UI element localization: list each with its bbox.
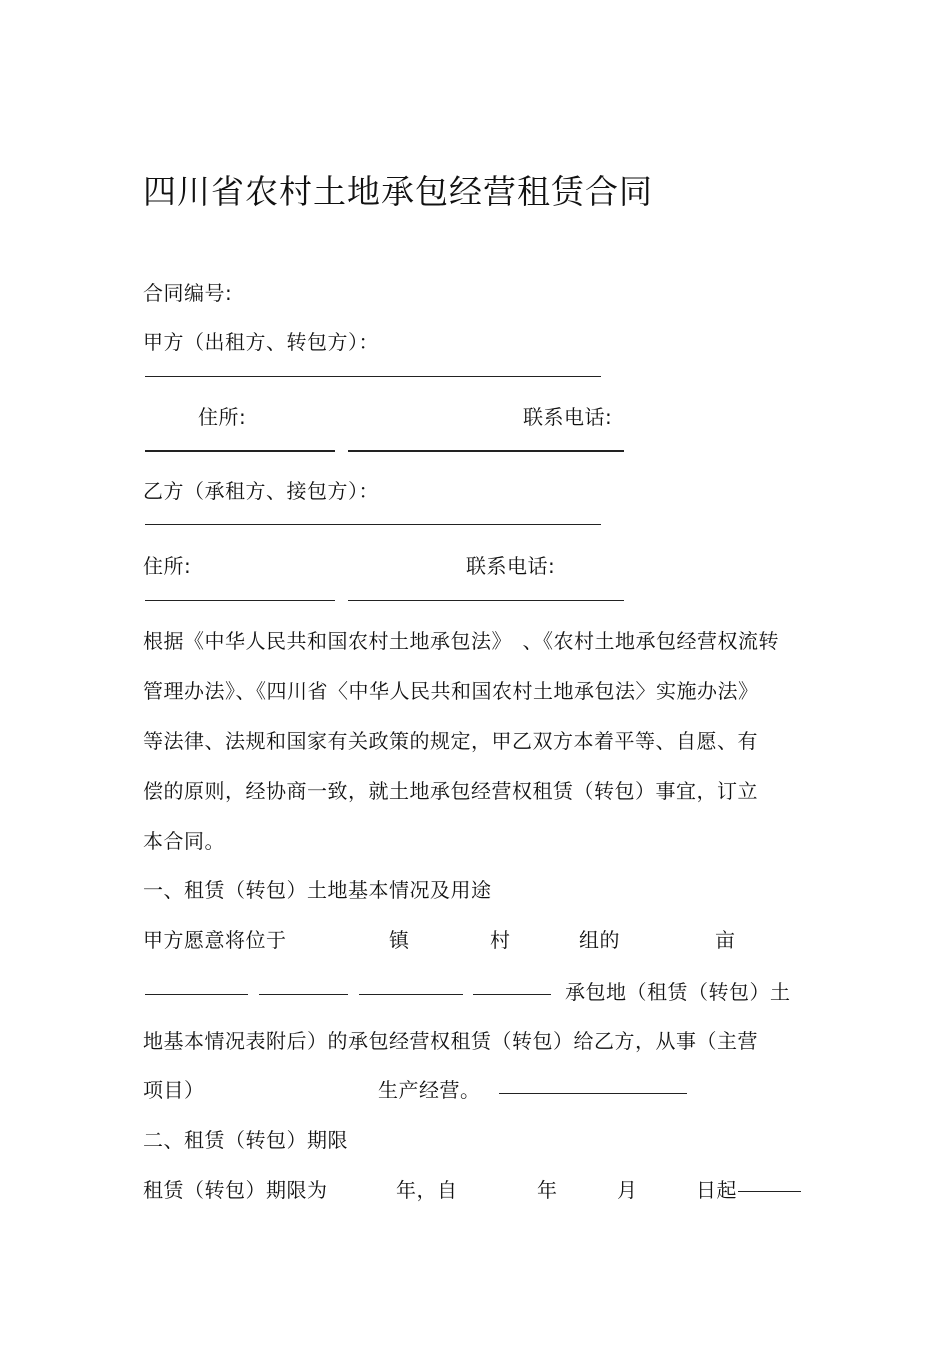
party-a-phone-blank bbox=[348, 450, 624, 452]
project-extra-blank bbox=[499, 1093, 687, 1094]
area-blank bbox=[473, 994, 551, 995]
party-b-phone-label: 联系电话: bbox=[466, 554, 556, 578]
section-1-project-lead: 项目） bbox=[143, 1078, 205, 1102]
section-1-land-type: 承包地（租赁（转包）土 bbox=[565, 980, 791, 1004]
party-a-address-label: 住所: bbox=[198, 405, 247, 429]
party-a-name-blank bbox=[145, 376, 601, 377]
section-1-heading: 一、租赁（转包）土地基本情况及用途 bbox=[143, 878, 492, 902]
town-blank bbox=[145, 994, 248, 995]
section-2-heading: 二、租赁（转包）期限 bbox=[143, 1128, 348, 1152]
document-title: 四川省农村土地承包经营租赁合同 bbox=[143, 172, 653, 211]
section-2-start-year-label: 年 bbox=[537, 1178, 558, 1202]
section-1-village-label: 村 bbox=[490, 928, 511, 952]
party-b-phone-blank bbox=[348, 600, 624, 601]
group-blank bbox=[359, 994, 463, 995]
party-a-label: 甲方（出租方、转包方）： bbox=[143, 330, 379, 354]
section-1-body-line: 地基本情况表附后）的承包经营权租赁（转包）给乙方，从事（主营 bbox=[143, 1029, 758, 1053]
preamble-line: 等法律、法规和国家有关政策的规定，甲乙双方本着平等、自愿、有 bbox=[143, 729, 758, 753]
party-b-name-blank bbox=[145, 524, 601, 525]
section-1-project-tail: 生产经营。 bbox=[378, 1078, 481, 1102]
party-b-address-blank bbox=[145, 600, 335, 601]
section-1-town-label: 镇 bbox=[389, 928, 410, 952]
village-blank bbox=[259, 994, 348, 995]
contract-number-label: 合同编号: bbox=[143, 281, 233, 305]
party-b-label: 乙方（承租方、接包方）： bbox=[143, 479, 379, 503]
section-2-start-day-label: 日起 bbox=[696, 1178, 737, 1202]
section-1-mu-label: 亩 bbox=[715, 928, 736, 952]
party-b-address-label: 住所: bbox=[143, 554, 192, 578]
preamble-line: 偿的原则，经协商一致，就土地承包经营权租赁（转包）事宜，订立 bbox=[143, 779, 758, 803]
section-1-group-label: 组的 bbox=[579, 928, 620, 952]
section-1-location-lead: 甲方愿意将位于 bbox=[143, 928, 287, 952]
section-2-years-label: 年，自 bbox=[396, 1178, 458, 1202]
preamble-line: 根据《中华人民共和国农村土地承包法》 、《农村土地承包经营权流转 bbox=[143, 629, 779, 653]
section-2-start-month-label: 月 bbox=[617, 1178, 638, 1202]
section-2-term-lead: 租赁（转包）期限为 bbox=[143, 1178, 328, 1202]
term-end-blank bbox=[738, 1191, 801, 1192]
party-a-phone-label: 联系电话: bbox=[523, 405, 613, 429]
preamble-line: 管理办法》、《四川省〈中华人民共和国农村土地承包法〉实施办法》 bbox=[143, 679, 759, 703]
party-a-address-blank bbox=[145, 450, 335, 452]
preamble-line: 本合同。 bbox=[143, 829, 225, 853]
